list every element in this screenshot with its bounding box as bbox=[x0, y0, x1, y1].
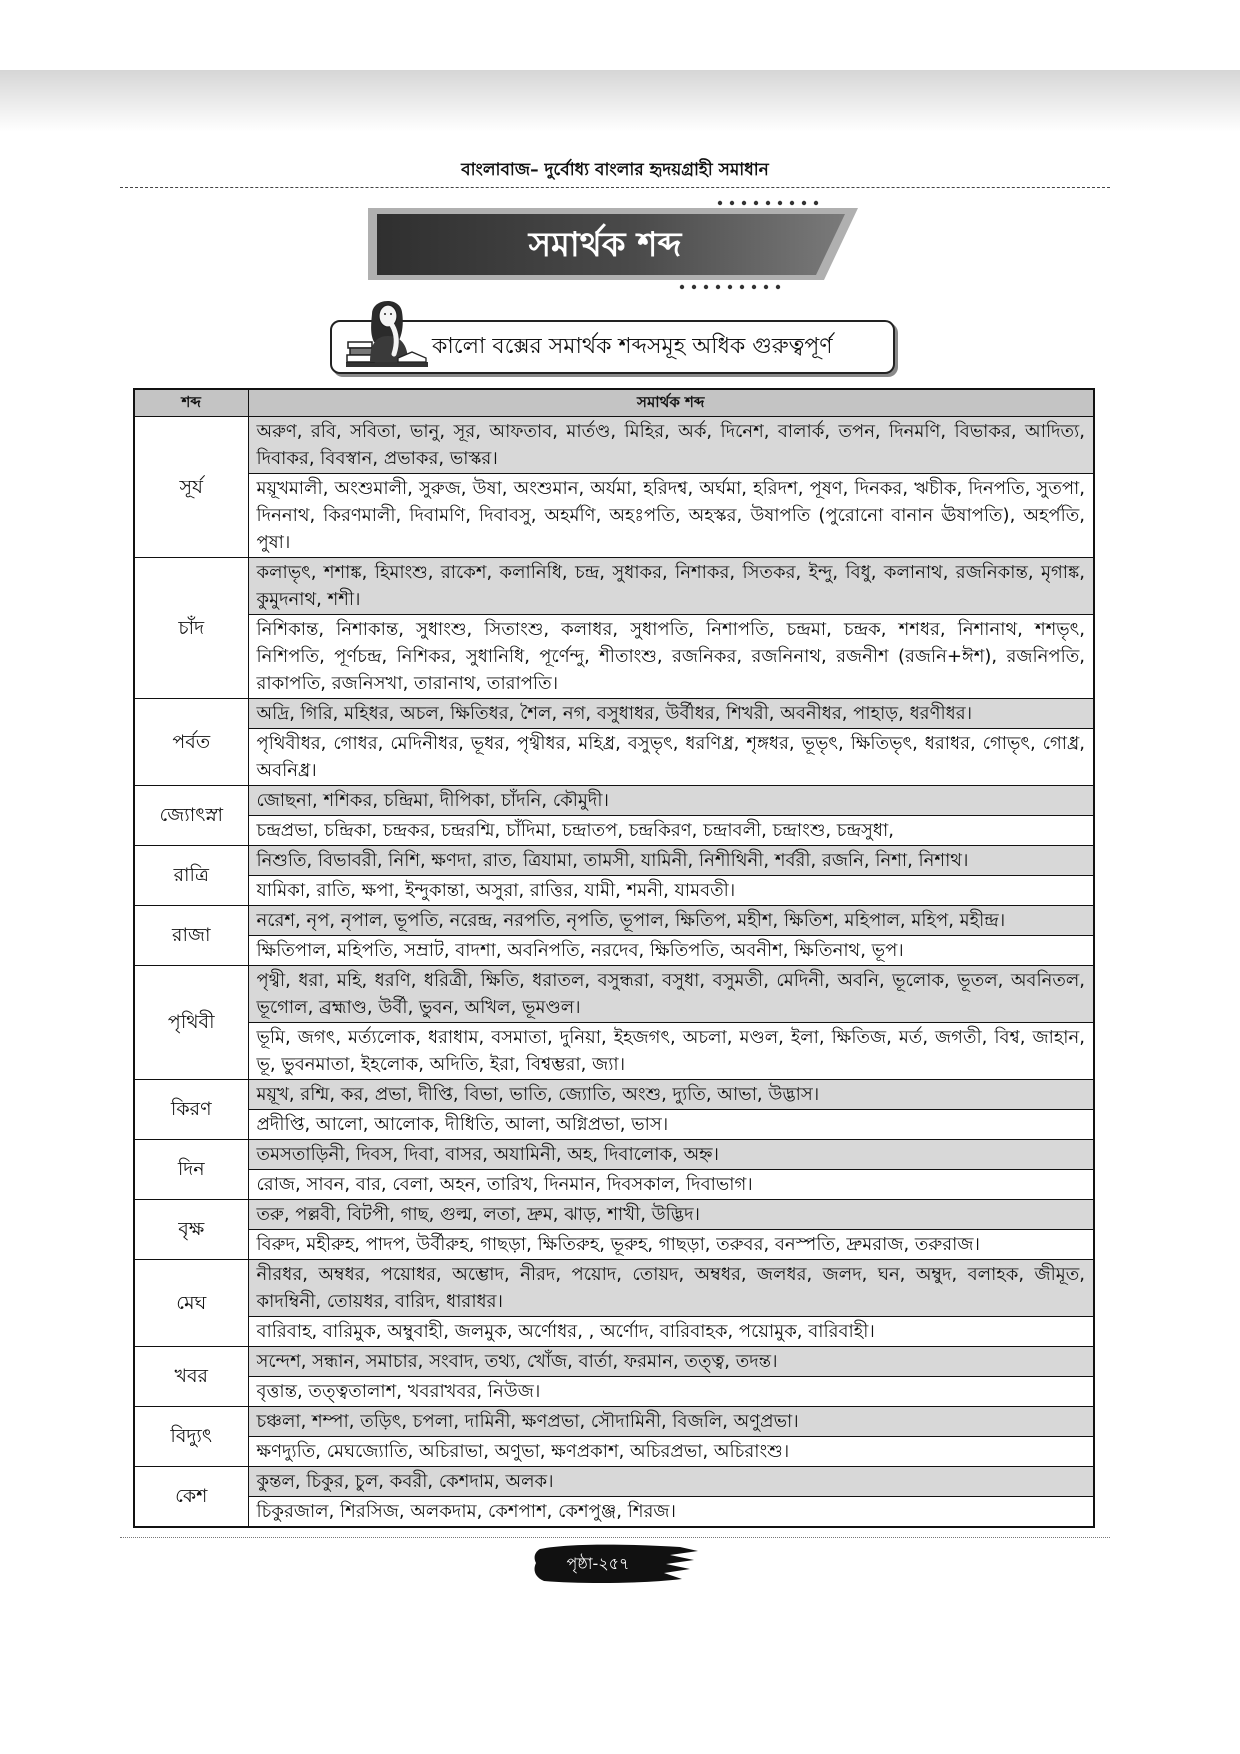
other-synonyms-cell: ক্ষণদ্যুতি, মেঘজ্যোতি, অচিরাভা, অণুভা, ক্ষণপ্রকাশ, অচিরপ্রভা, অচিরাংশু। bbox=[248, 1437, 1094, 1467]
word-cell: বিদ্যুৎ bbox=[134, 1407, 248, 1467]
table-row-other bbox=[134, 936, 1094, 966]
other-synonyms-cell: রোজ, সাবন, বার, বেলা, অহন, তারিখ, দিনমান, দিবসকাল, দিবাভাগ। bbox=[248, 1170, 1094, 1200]
table-row-important bbox=[134, 558, 1094, 615]
table-row-other bbox=[134, 876, 1094, 906]
important-synonyms-cell: তরু, পল্লবী, বিটপী, গাছ, গুল্ম, লতা, দ্রুম, ঝাড়, শাখী, উদ্ভিদ। bbox=[248, 1200, 1094, 1230]
word-cell: মেঘ bbox=[134, 1260, 248, 1347]
important-synonyms-cell: সন্দেশ, সন্ধান, সমাচার, সংবাদ, তথ্য, খোঁজ, বার্তা, ফরমান, তত্ত্ব, তদন্ত। bbox=[248, 1347, 1094, 1377]
other-synonyms-cell: যামিকা, রাতি, ক্ষপা, ইন্দুকান্তা, অসুরা, রাত্তির, যামী, শমনী, যামবতী। bbox=[248, 876, 1094, 906]
synonym-table-body bbox=[134, 417, 1094, 1528]
other-synonyms-cell: প্রদীপ্তি, আলো, আলোক, দীধিতি, আলা, অগ্নিপ্রভা, ভাস। bbox=[248, 1110, 1094, 1140]
table-row-important bbox=[134, 417, 1094, 474]
table-row-other bbox=[134, 1437, 1094, 1467]
table-row-important bbox=[134, 846, 1094, 876]
table-row-important bbox=[134, 1347, 1094, 1377]
word-cell: জ্যোৎস্না bbox=[134, 786, 248, 846]
other-synonyms-cell: পৃথিবীধর, গোধর, মেদিনীধর, ভূধর, পৃথ্বীধর, মহিধ্র, বসুভৃৎ, ধরণিধ্র, শৃঙ্গধর, ভূভৃৎ, ক্ষিতিভৃৎ, ধরাধর, গোভৃৎ, গোধ্র, অবনিধ্র। bbox=[248, 729, 1094, 786]
table-row-important bbox=[134, 1200, 1094, 1230]
other-synonyms-cell: চন্দ্রপ্রভা, চন্দ্রিকা, চন্দ্রকর, চন্দ্ররশ্মি, চাঁদিমা, চন্দ্রাতপ, চন্দ্রকিরণ, চন্দ্রাবলী, চন্দ্রাংশু, চন্দ্রসুধা, bbox=[248, 816, 1094, 846]
word-cell: পৃথিবী bbox=[134, 966, 248, 1080]
important-synonyms-cell: ময়ূখ, রশ্মি, কর, প্রভা, দীপ্তি, বিভা, ভাতি, জ্যোতি, অংশু, দ্যুতি, আভা, উদ্ভাস। bbox=[248, 1080, 1094, 1110]
table-row-other bbox=[134, 1023, 1094, 1080]
table-row-important bbox=[134, 966, 1094, 1023]
table-row-other bbox=[134, 816, 1094, 846]
table-row-other bbox=[134, 1497, 1094, 1528]
word-cell: দিন bbox=[134, 1140, 248, 1200]
table-row-other bbox=[134, 1110, 1094, 1140]
word-cell: বৃক্ষ bbox=[134, 1200, 248, 1260]
table-row-other bbox=[134, 1377, 1094, 1407]
other-synonyms-cell: ময়ূখমালী, অংশুমালী, সুরুজ, উষা, অংশুমান, অর্যমা, হরিদশ্ব, অর্ঘমা, হরিদশ, পূষণ, দিনকর, ঋচীক, দিনপতি, সুতপা, দিননাথ, কিরণমালী, দিবামণি, দিবাবসু, অহর্মণি, অহঃপতি, অহস্কর, উষাপতি (পুরোনো বানান ঊষাপতি), অহর্পতি, পুষা। bbox=[248, 474, 1094, 558]
other-synonyms-cell: ক্ষিতিপাল, মহিপতি, সম্রাট, বাদশা, অবনিপতি, নরদেব, ক্ষিতিপতি, অবনীশ, ক্ষিতিনাথ, ভূপ। bbox=[248, 936, 1094, 966]
important-synonyms-cell: তমসতাড়িনী, দিবস, দিবা, বাসর, অযামিনী, অহ, দিবালোক, অহ্ন। bbox=[248, 1140, 1094, 1170]
other-synonyms-cell: ভূমি, জগৎ, মর্ত্যলোক, ধরাধাম, বসমাতা, দুনিয়া, ইহজগৎ, অচলা, মণ্ডল, ইলা, ক্ষিতিজ, মর্ত, জগতী, বিশ্ব, জাহান, ভূ, ভুবনমাতা, ইহলোক, অদিতি, ইরা, বিশ্বম্ভরা, জ্যা। bbox=[248, 1023, 1094, 1080]
word-cell: রাজা bbox=[134, 906, 248, 966]
footer-divider bbox=[120, 1537, 1110, 1538]
important-synonyms-cell: নিশুতি, বিভাবরী, নিশি, ক্ষণদা, রাত, ত্রিযামা, তামসী, যামিনী, নিশীথিনী, শর্বরী, রজনি, নিশা, নিশাথ। bbox=[248, 846, 1094, 876]
running-header: বাংলাবাজ– দুর্বোধ্য বাংলার হৃদয়গ্রাহী সমাধান bbox=[461, 160, 769, 180]
table-row-other bbox=[134, 1170, 1094, 1200]
table-row-other bbox=[134, 729, 1094, 786]
word-cell: সূর্য bbox=[134, 417, 248, 558]
table-row-important bbox=[134, 1407, 1094, 1437]
content-area bbox=[120, 388, 1110, 1587]
page-number-text: পৃষ্ঠা-২৫৭ bbox=[566, 1554, 630, 1573]
other-synonyms-cell: বৃত্তান্ত, তত্ত্বতালাশ, খবরাখবর, নিউজ। bbox=[248, 1377, 1094, 1407]
table-row-other bbox=[134, 1230, 1094, 1260]
important-synonyms-cell: কুন্তল, চিকুর, চুল, কবরী, কেশদাম, অলক। bbox=[248, 1467, 1094, 1497]
table-row-important bbox=[134, 1467, 1094, 1497]
table-header-row bbox=[134, 389, 1094, 417]
table-row-other bbox=[134, 474, 1094, 558]
top-shadow-band bbox=[0, 70, 1240, 132]
table-row-other bbox=[134, 1317, 1094, 1347]
important-synonyms-cell: জোছনা, শশিকর, চন্দ্রিমা, দীপিকা, চাঁদনি, কৌমুদী। bbox=[248, 786, 1094, 816]
other-synonyms-cell: বারিবাহ, বারিমুক, অম্বুবাহী, জলমুক, অর্ণোধর, , অর্ণোদ, বারিবাহক, পয়োমুক, বারিবাহী। bbox=[248, 1317, 1094, 1347]
header-divider bbox=[120, 187, 1110, 188]
table-row-other bbox=[134, 615, 1094, 699]
table-row-important bbox=[134, 906, 1094, 936]
important-synonyms-cell: নরেশ, নৃপ, নৃপাল, ভূপতি, নরেন্দ্র, নরপতি, নৃপতি, ভূপাল, ক্ষিতিপ, মহীশ, ক্ষিতিশ, মহিপাল, মহিপ, মহীন্দ্র। bbox=[248, 906, 1094, 936]
other-synonyms-cell: নিশিকান্ত, নিশাকান্ত, সুধাংশু, সিতাংশু, কলাধর, সুধাপতি, নিশাপতি, চন্দ্রমা, চন্দ্রক, শশধর, নিশানাথ, শশভৃৎ, নিশিপতি, পূর্ণচন্দ্র, নিশিকর, সুধানিধি, পূর্ণেন্দু, শীতাংশু, রজনিকর, রজনিনাথ, রজনীশ (রজনি+ঈশ), রজনিপতি, রাকাপতি, রজনিসখা, তারানাথ, তারাপতি। bbox=[248, 615, 1094, 699]
student-reading-icon bbox=[346, 292, 434, 376]
word-cell: খবর bbox=[134, 1347, 248, 1407]
table-row-important bbox=[134, 786, 1094, 816]
table-row-important bbox=[134, 1080, 1094, 1110]
important-synonyms-cell: চঞ্চলা, শম্পা, তড়িৎ, চপলা, দামিনী, ক্ষণপ্রভা, সৌদামিনী, বিজলি, অণুপ্রভা। bbox=[248, 1407, 1094, 1437]
other-synonyms-cell: চিকুরজাল, শিরসিজ, অলকদাম, কেশপাশ, কেশপুঞ্জ, শিরজ। bbox=[248, 1497, 1094, 1528]
word-cell: চাঁদ bbox=[134, 558, 248, 699]
title-text: সমার্থক শব্দ bbox=[528, 225, 682, 265]
important-synonyms-cell: কলাভৃৎ, শশাঙ্ক, হিমাংশু, রাকেশ, কলানিধি, চন্দ্র, সুধাকর, নিশাকর, সিতকর, ইন্দু, বিধু, কলানাথ, রজনিকান্ত, মৃগাঙ্ক, কুমুদনাথ, শশী। bbox=[248, 558, 1094, 615]
note-text: কালো বক্সের সমার্থক শব্দসমূহ অধিক গুরুত্বপূর্ণ bbox=[432, 334, 833, 359]
title-banner bbox=[360, 196, 860, 296]
page-number-badge bbox=[530, 1539, 700, 1587]
word-cell: রাত্রি bbox=[134, 846, 248, 906]
table-row-important bbox=[134, 1260, 1094, 1317]
important-synonyms-cell: পৃথ্বী, ধরা, মহি, ধরণি, ধরিত্রী, ক্ষিতি, ধরাতল, বসুন্ধরা, বসুধা, বসুমতী, মেদিনী, অবনি, ভূলোক, ভূতল, অবনিতল, ভূগোল, ব্রহ্মাণ্ড, উর্বী, ভুবন, অখিল, ভূমণ্ডল। bbox=[248, 966, 1094, 1023]
important-synonyms-cell: অরুণ, রবি, সবিতা, ভানু, সূর, আফতাব, মার্তণ্ড, মিহির, অর্ক, দিনেশ, বালার্ক, তপন, দিনমণি, বিভাকর, আদিত্য, দিবাকর, বিবস্বান, প্রভাকর, ভাস্কর। bbox=[248, 417, 1094, 474]
word-cell: কেশ bbox=[134, 1467, 248, 1528]
synonym-table bbox=[133, 388, 1095, 1528]
table-row-important bbox=[134, 699, 1094, 729]
other-synonyms-cell: বিরুদ, মহীরুহ, পাদপ, উর্বীরুহ, গাছড়া, ক্ষিতিরুহ, ভূরুহ, গাছড়া, তরুবর, বনস্পতি, দ্রুমরাজ, তরুরাজ। bbox=[248, 1230, 1094, 1260]
table-header-synonyms: সমার্থক শব্দ bbox=[248, 389, 1094, 417]
table-header-word: শব্দ bbox=[134, 389, 248, 417]
table-row-important bbox=[134, 1140, 1094, 1170]
important-synonyms-cell: নীরধর, অম্বধর, পয়োধর, অম্ভোদ, নীরদ, পয়োদ, তোয়দ, অম্বধর, জলধর, জলদ, ঘন, অম্বুদ, বলাহক, জীমূত, কাদম্বিনী, তোয়ধর, বারিদ, ধারাধর। bbox=[248, 1260, 1094, 1317]
brush-stroke-shape bbox=[530, 1539, 700, 1587]
bottom-decorative-dots bbox=[680, 285, 780, 289]
word-cell: কিরণ bbox=[134, 1080, 248, 1140]
top-decorative-dots bbox=[718, 201, 818, 205]
important-synonyms-cell: অদ্রি, গিরি, মহিধর, অচল, ক্ষিতিধর, শৈল, নগ, বসুধাধর, উর্বীধর, শিখরী, অবনীধর, পাহাড়, ধরণীধর। bbox=[248, 699, 1094, 729]
word-cell: পর্বত bbox=[134, 699, 248, 786]
